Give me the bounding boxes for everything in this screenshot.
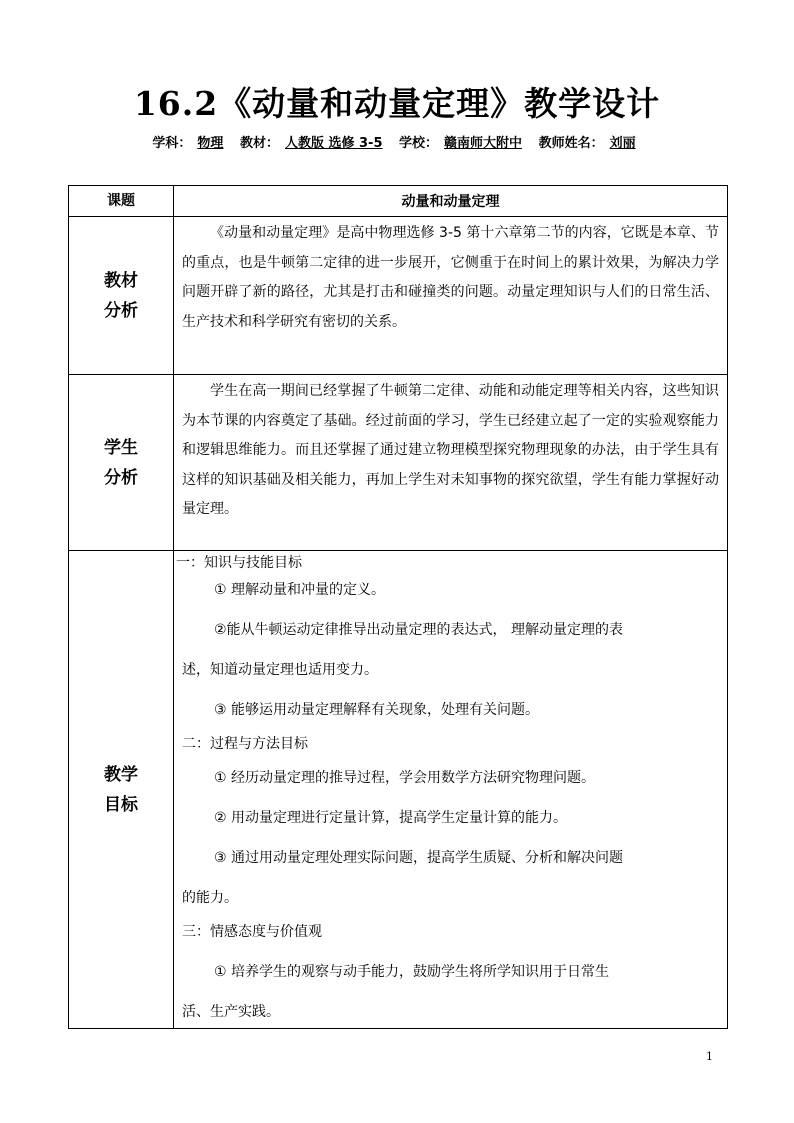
goals-label-line-2: 目标 [104,794,138,815]
material-label-line-2: 分析 [104,300,138,321]
lesson-plan-table [68,185,728,1029]
subject-label: 学科： [152,136,192,151]
student-text: 学生在高一期间已经掌握了牛顿第二定律、动能和动能定理等相关内容，这些知识为本节课的内容奠定了基础。经过前面的学习，学生已经建立起了一定的实验观察能力和逻辑思维能力。而且还掌握了通过建立物理模型探究物理现象的办法，由于学生具有这样的知识基础及相关能力，再加上学生对未知事物的探究欲望，学生有能力掌握好动量定理。 [182,383,719,517]
goals-list [174,551,727,1025]
goals-section-1-item-1: ① 理解动量和冲量的定义。 [214,582,386,598]
goals-section-2-item-3-line-2: 的能力。 [182,890,238,906]
school-value: 赣南师大附中 [444,136,523,151]
goals-section-1-item-2-line-1: ②能从牛顿运动定律推导出动量定理的表达式， 理解动量定理的表 [214,622,623,638]
goals-section-3-item-1-line-1: ① 培养学生的观察与动手能力，鼓励学生将所学知识用于日常生 [214,964,609,980]
student-label-line-2: 分析 [104,467,138,488]
goals-cell [174,551,728,1029]
subject-value: 物理 [197,136,224,151]
student-cell [174,375,728,551]
goals-section-1-title: 一：知识与技能目标 [176,555,302,571]
material-label-line-1: 教材 [104,270,138,291]
student-label-line-1: 学生 [104,437,138,458]
teacher-value: 刘丽 [609,136,636,151]
student-label [69,375,174,551]
textbook-label: 教材： [239,136,279,151]
goals-section-2-item-2: ② 用动量定理进行定量计算，提高学生定量计算的能力。 [214,810,567,826]
goals-section-2-item-1: ① 经历动量定理的推导过程，学会用数学方法研究物理问题。 [214,770,595,786]
material-cell [174,217,728,375]
topic-label: 课题 [69,186,174,217]
goals-label-line-1: 教学 [104,764,138,785]
goals-section-3-item-1-line-2: 活、生产实践。 [182,1004,280,1020]
page-number: 1 [706,1050,713,1063]
goals-section-2-title: 二：过程与方法目标 [182,736,308,752]
school-label: 学校： [399,136,439,151]
textbook-value: 人教版 选修 3-5 [284,136,383,151]
document-title: 16.2《动量和动量定理》教学设计 [133,84,661,123]
header-row [69,186,728,217]
student-row [69,375,728,551]
goals-section-1-item-3: ③ 能够运用动量定理解释有关现象，处理有关问题。 [214,702,539,718]
material-text: 《动量和动量定理》是高中物理选修 3-5 第十六章第二节的内容，它既是本章、节的重点，也是牛顿第二定律的进一步展开，它侧重于在时间上的累计效果，为解决力学问题开辟了新的路径，尤其是打击和碰撞类的问题。动量定理知识与人们的日常生活、生产技术和科学研究有密切的关系。 [182,225,719,330]
material-label [69,217,174,375]
teacher-label: 教师姓名： [538,136,604,151]
goals-label [69,551,174,1029]
material-row [69,217,728,375]
goals-row [69,551,728,1029]
goals-section-1-item-2-line-2: 述，知道动量定理也适用变力。 [182,662,378,678]
document-meta-line [0,135,794,153]
goals-section-2-item-3-line-1: ③ 通过用动量定理处理实际问题，提高学生质疑、分析和解决问题 [214,850,623,866]
topic-value: 动量和动量定理 [174,186,728,217]
goals-section-3-title: 三：情感态度与价值观 [182,924,322,940]
